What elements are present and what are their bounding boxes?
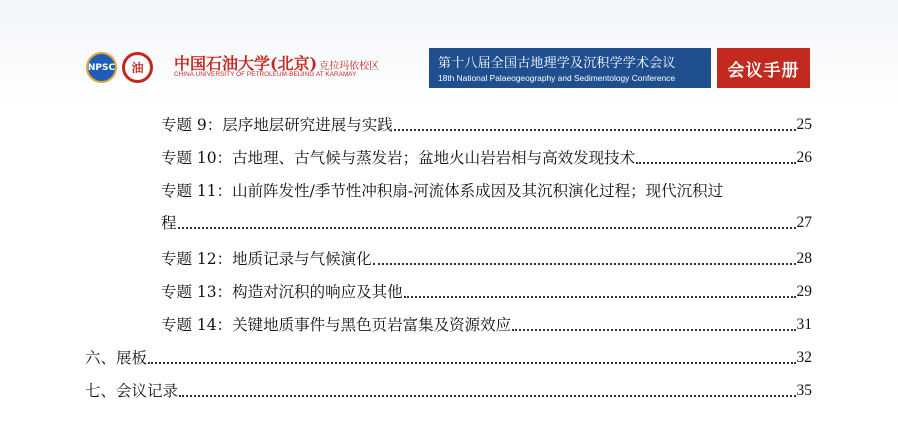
seal-glyph: 油 <box>131 61 144 75</box>
toc-entry[interactable] <box>161 212 812 234</box>
toc-entry-title: 专题 12：地质记录与气候演化 <box>161 250 372 268</box>
toc-page-number: 32 <box>796 349 812 366</box>
toc-page-number: 26 <box>796 149 812 166</box>
toc-leader-dots <box>179 385 795 397</box>
toc-page-number: 27 <box>796 214 812 231</box>
toc-entry[interactable] <box>161 281 812 303</box>
toc-leader-dots <box>394 119 796 131</box>
npsc-logo-text: NPSC <box>87 62 116 73</box>
toc-entry[interactable] <box>161 114 812 136</box>
toc-entry[interactable] <box>161 147 812 169</box>
university-english-name: CHINA UNIVERSITY OF PETROLEUM-BEIJING AT KARAMAY <box>174 71 357 78</box>
toc-entry[interactable] <box>85 347 812 369</box>
toc-entry-title: 专题 14：关键地质事件与黑色页岩富集及资源效应 <box>161 316 512 334</box>
handbook-label: 会议手册 <box>717 48 810 88</box>
university-name-text: 中国石油大学(北京) <box>174 54 318 73</box>
toc-entry-title: 六、展板 <box>85 349 148 367</box>
toc-leader-dots <box>373 253 796 265</box>
toc-entry-title-line1[interactable]: 专题 11：山前阵发性/季节性冲积扇-河流体系成因及其沉积演化过程；现代沉积过 <box>161 182 724 200</box>
toc-page-number: 28 <box>796 250 812 267</box>
toc-page-number: 35 <box>796 382 812 399</box>
toc-entry[interactable] <box>85 380 812 402</box>
toc-leader-dots <box>178 217 796 229</box>
conference-title-cn: 第十八届全国古地理学及沉积学学术会议 <box>438 56 676 71</box>
toc-page-number: 31 <box>796 316 812 333</box>
toc-entry[interactable] <box>161 314 812 336</box>
toc-entry-title: 程 <box>161 214 177 232</box>
toc-page-number: 25 <box>796 116 812 133</box>
campus-name: 克拉玛依校区 <box>319 61 380 72</box>
conference-title-en: 18th National Palaeogeography and Sedimentology Conference <box>438 73 675 83</box>
toc-entry-title: 专题 9：层序地层研究进展与实践 <box>161 116 393 134</box>
toc-entry-title: 七、会议记录 <box>85 382 179 400</box>
toc-page-number: 29 <box>796 283 812 300</box>
toc-leader-dots <box>636 152 795 164</box>
toc-leader-dots <box>404 286 796 298</box>
toc-entry-title: 专题 13：构造对沉积的响应及其他 <box>161 283 403 301</box>
toc-entry-title: 专题 10：古地理、古气候与蒸发岩；盆地火山岩岩相与高效发现技术 <box>161 149 636 167</box>
toc-leader-dots <box>148 352 795 364</box>
toc-entry[interactable] <box>161 248 812 270</box>
toc-leader-dots <box>512 319 795 331</box>
